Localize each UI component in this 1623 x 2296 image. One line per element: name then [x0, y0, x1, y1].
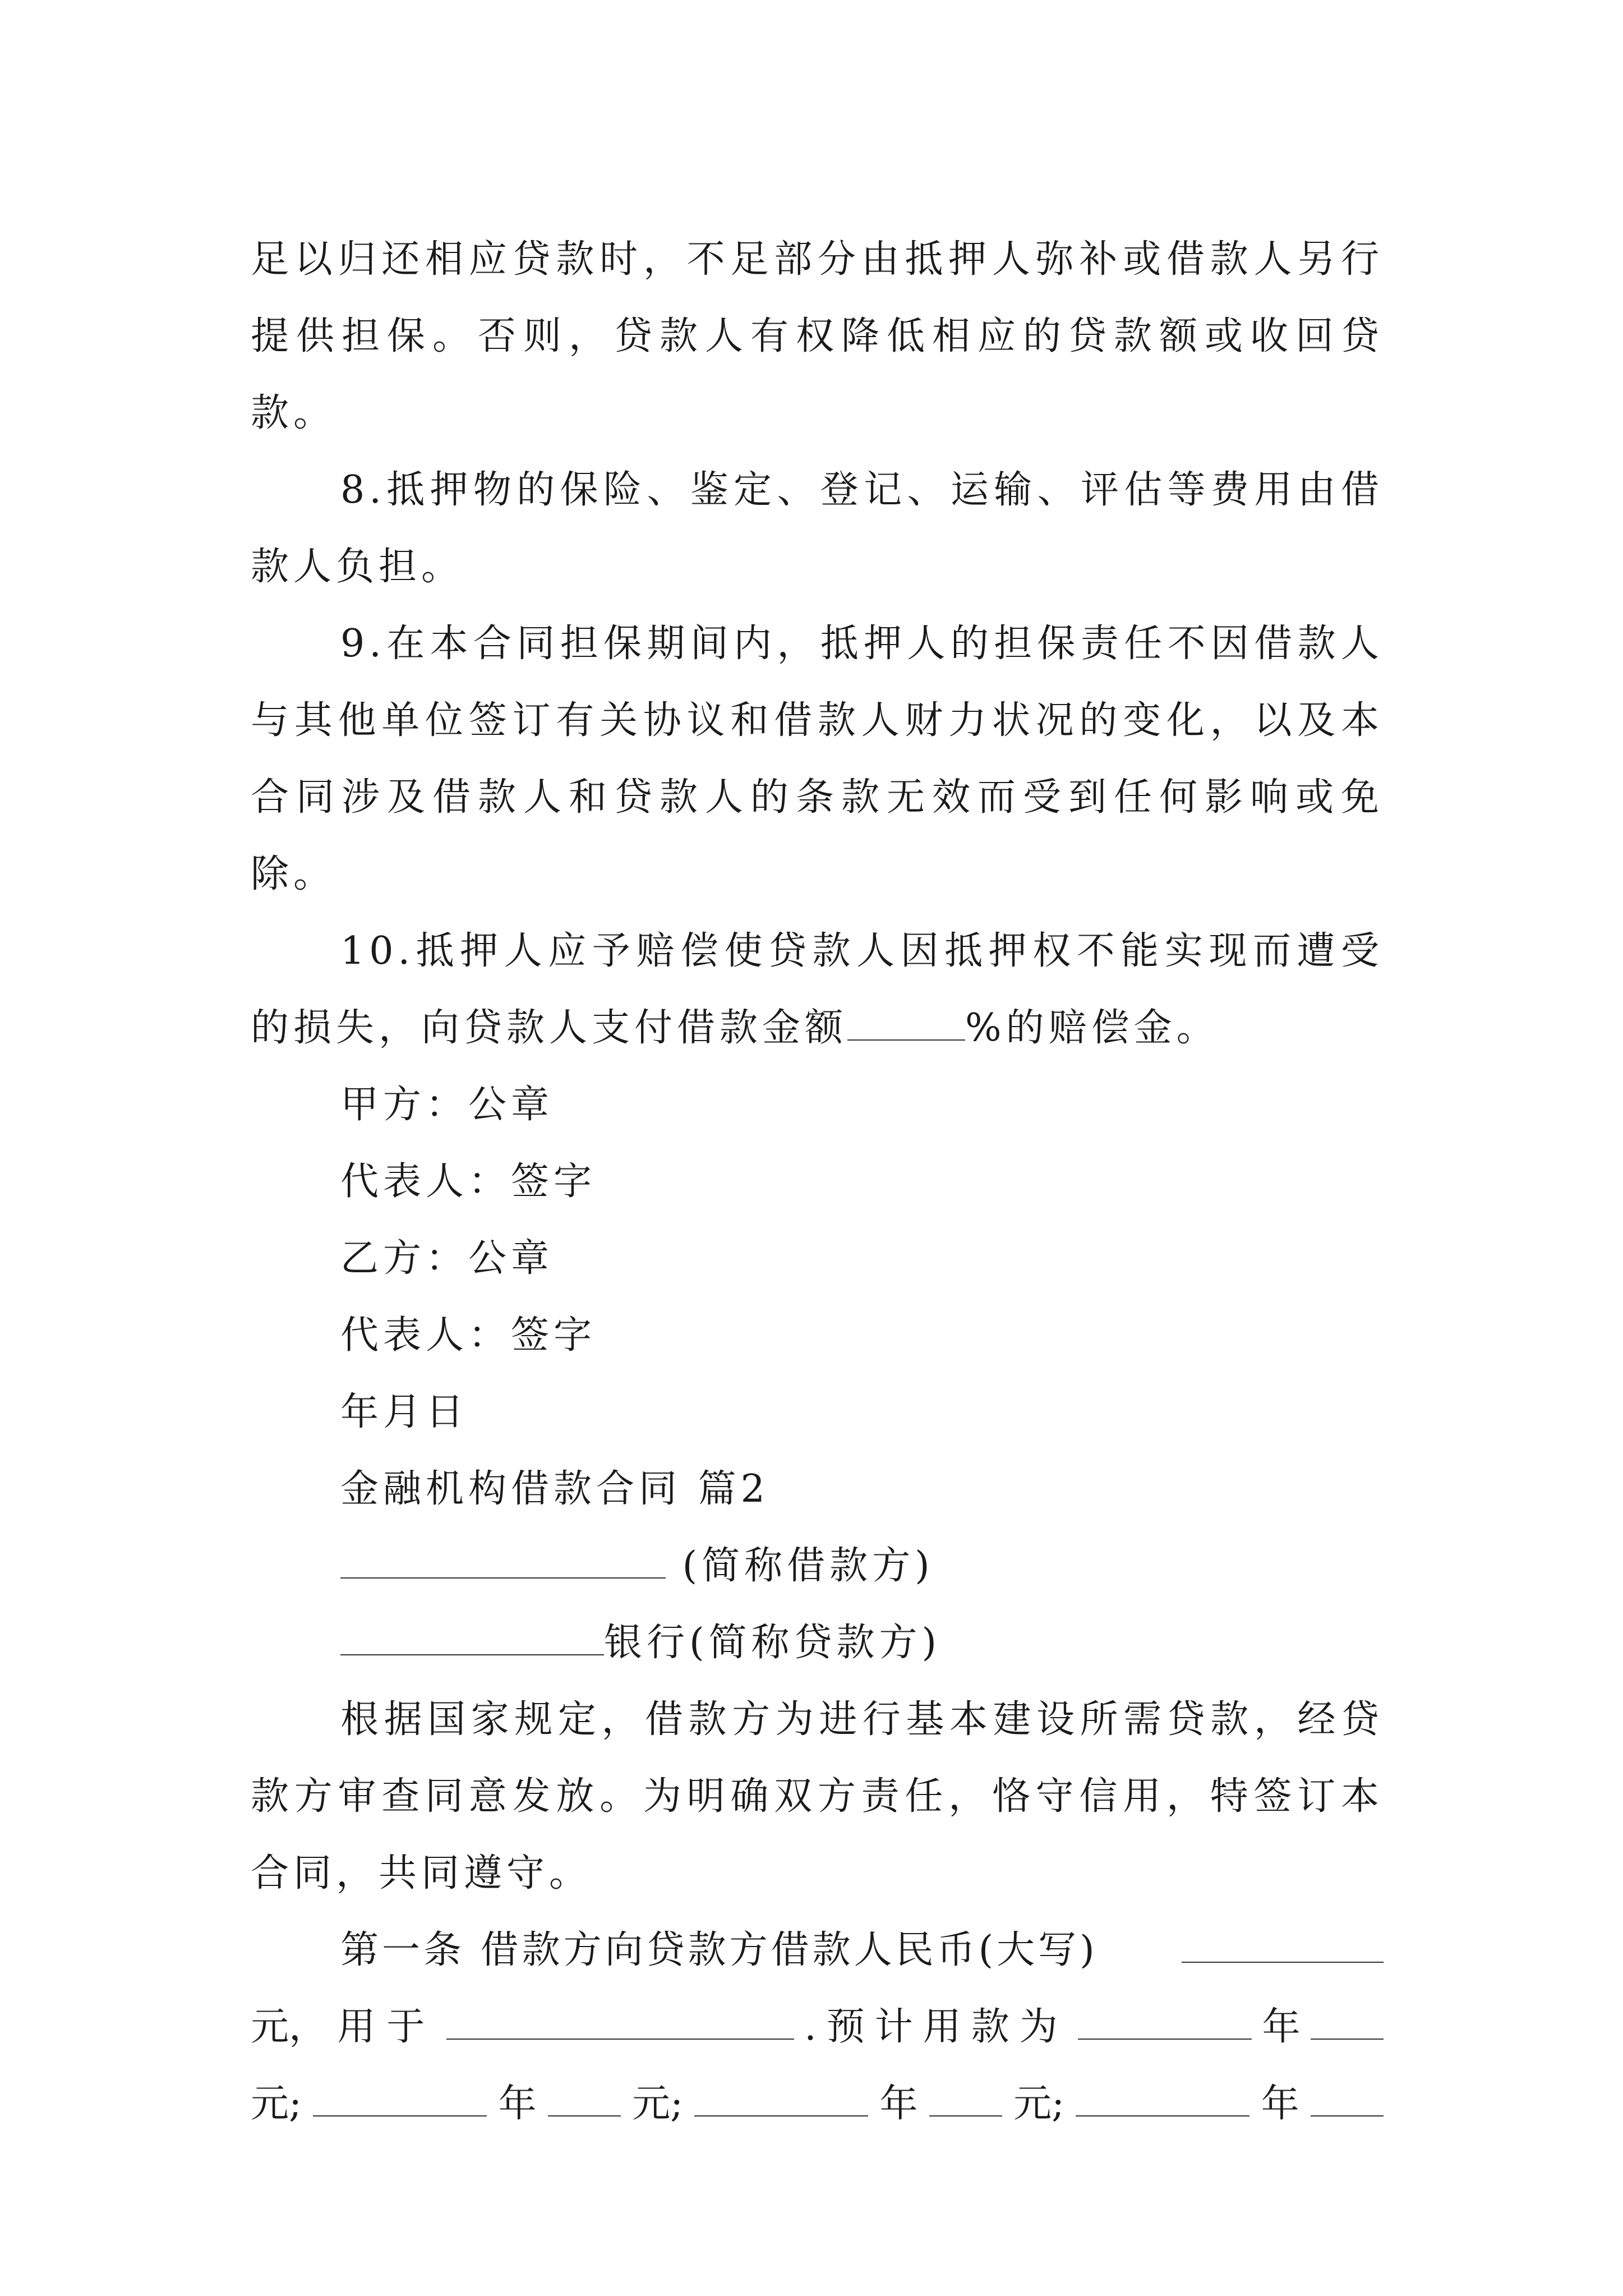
borrower-name-blank [340, 1538, 666, 1579]
plan-year-blank-4 [1076, 2076, 1249, 2116]
plan-yuan-label-3: 元; [1013, 2082, 1065, 2126]
paragraph-clause-9: 9.在本合同担保期间内，抵押人的担保责任不因借款人与其他单位签订有关协议和借款人财力状况的变化，以及本合同涉及借款人和贷款人的条款无效而受到任何影响或免除。 [251, 622, 1384, 896]
article-1-heading: 第一条 借款方向贷款方借款人民币(大写) [340, 1928, 1098, 1972]
compensation-percent-blank [847, 1000, 965, 1041]
paragraph-clause-10 [251, 913, 1384, 1066]
borrower-line [251, 1527, 1384, 1604]
section-2-title: 金融机构借款合同 篇2 [340, 1467, 769, 1511]
loan-purpose-blank [446, 1999, 794, 2040]
clause-10-text: 10.抵押人应予赔偿使贷款人因抵押权不能实现而遭受的损失，向贷款人支付借款金额 [251, 929, 1384, 1050]
borrower-suffix: (简称借款方) [666, 1544, 934, 1588]
party-b-representative: 代表人：签字 [340, 1313, 597, 1358]
paragraph-shortfall: 足以归还相应贷款时，不足部分由抵押人弥补或借款人另行提供担保。否则，贷款人有权降低相应的贷款额或收回贷款。 [251, 237, 1384, 435]
plan-year-blank-1 [1078, 1999, 1252, 2040]
lender-name-blank [340, 1615, 604, 1655]
article-1-plan: .预计用款为 [804, 2005, 1068, 2049]
plan-amount-blank-3 [929, 2076, 1002, 2116]
plan-year-blank-2 [313, 2076, 487, 2116]
lender-suffix: 银行(简称贷款方) [604, 1621, 942, 1665]
plan-year-label-2: 年 [498, 2082, 537, 2126]
document-body [251, 221, 1384, 2142]
plan-yuan-label-1: 元; [251, 2082, 302, 2126]
paragraph-clause-8: 8.抵押物的保险、鉴定、登记、运输、评估等费用由借款人负担。 [251, 468, 1384, 589]
plan-yuan-label-2: 元; [632, 2082, 683, 2126]
plan-year-label-4: 年 [1261, 2082, 1299, 2126]
party-b-seal: 乙方：公章 [340, 1236, 554, 1281]
article-1-yuan: 元， [251, 2005, 328, 2049]
article-1-line-2 [251, 1989, 1384, 2065]
plan-year-label-3: 年 [879, 2082, 918, 2126]
clause-10-tail: %的赔偿金。 [965, 1006, 1219, 1050]
article-1-for: 用于 [337, 2005, 436, 2049]
plan-year-blank-3 [694, 2076, 868, 2116]
lender-line [251, 1604, 1384, 1681]
signing-date: 年月日 [340, 1390, 469, 1434]
loan-amount-blank [1182, 1922, 1384, 1963]
plan-amount-blank-2 [548, 2076, 621, 2116]
plan-amount-blank-4 [1311, 2076, 1384, 2116]
paragraph-intro: 根据国家规定，借款方为进行基本建设所需贷款，经贷款方审查同意发放。为明确双方责任，恪守信用，特签订本合同，共同遵守。 [251, 1697, 1384, 1895]
article-1-line-1 [251, 1912, 1384, 1989]
party-a-representative: 代表人：签字 [340, 1159, 597, 1204]
party-a-seal: 甲方：公章 [340, 1083, 554, 1127]
article-1-line-3 [251, 2065, 1384, 2142]
plan-year-label-1: 年 [1262, 2005, 1301, 2049]
plan-amount-blank-1 [1311, 1999, 1384, 2040]
